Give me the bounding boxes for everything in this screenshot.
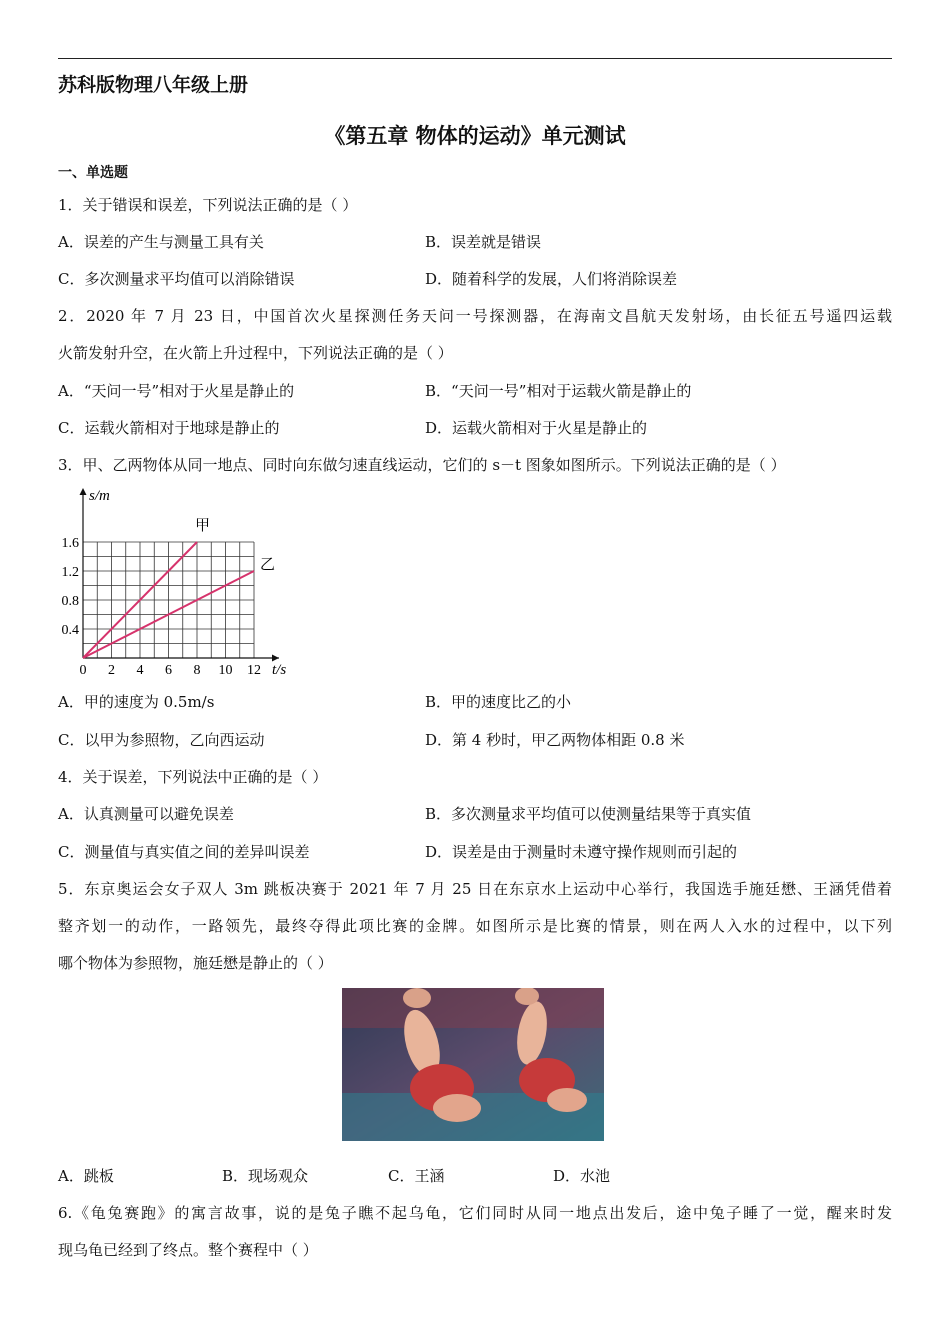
q1-option-a: A．误差的产生与测量工具有关 <box>58 233 264 251</box>
q4-option-d: D．误差是由于测量时未遵守操作规则而引起的 <box>425 843 738 861</box>
q5-option-c: C．王涵 <box>388 1167 445 1185</box>
q6-stem-line1: 6.《龟兔赛跑》的寓言故事，说的是兔子瞧不起乌龟，它们同时从同一地点出发后，途中兔子睡了一觉，醒来时发 <box>58 1204 892 1222</box>
top-rule <box>58 58 892 59</box>
y-axis-label: s/m <box>89 488 110 504</box>
q4-stem: 4．关于误差，下列说法中正确的是（ ） <box>58 768 328 786</box>
q5-option-d: D．水池 <box>553 1167 611 1185</box>
diving-photo <box>342 988 604 1141</box>
x-axis-arrow <box>272 655 279 662</box>
x-tick-label: 12 <box>247 663 261 678</box>
x-axis-label: t/s <box>272 662 287 678</box>
q4-option-a: A．认真测量可以避免误差 <box>58 805 234 823</box>
q3-stem: 3．甲、乙两物体从同一地点、同时向东做匀速直线运动，它们的 s－t 图象如图所示。下列说法正确的是（ ） <box>58 456 786 474</box>
q2-option-c: C．运载火箭相对于地球是静止的 <box>58 419 280 437</box>
y-tick-label: 0.4 <box>61 623 79 638</box>
s-t-graph <box>58 480 308 680</box>
book-header: 苏科版物理八年级上册 <box>58 74 249 96</box>
q2-stem-line2: 火箭发射升空，在火箭上升过程中，下列说法正确的是（ ） <box>58 344 453 362</box>
q5-option-a: A．跳板 <box>58 1167 114 1185</box>
q4-option-c: C．测量值与真实值之间的差异叫误差 <box>58 843 310 861</box>
q1-option-b: B．误差就是错误 <box>425 233 542 251</box>
q3-option-a: A．甲的速度为 0.5m/s <box>58 693 215 711</box>
q1-option-d: D．随着科学的发展，人们将消除误差 <box>425 270 678 288</box>
x-tick-label: 0 <box>79 663 87 678</box>
y-tick-label: 0.8 <box>61 594 79 609</box>
y-axis-arrow <box>80 488 87 495</box>
q2-option-d: D．运载火箭相对于火星是静止的 <box>425 419 648 437</box>
q5-stem-line1: 5．东京奥运会女子双人 3m 跳板决赛于 2021 年 7 月 25 日在东京水上运动中心举行，我国选手施廷懋、王涵凭借着 <box>58 880 892 898</box>
q1-option-c: C．多次测量求平均值可以消除错误 <box>58 270 295 288</box>
y-tick-label: 1.6 <box>61 536 79 551</box>
x-tick-label: 2 <box>108 663 115 678</box>
x-tick-label: 8 <box>193 663 201 678</box>
section-heading: 一、单选题 <box>58 165 128 181</box>
page-title: 《第五章 物体的运动》单元测试 <box>324 124 626 148</box>
y-tick-label: 1.2 <box>61 565 79 580</box>
q6-stem-line2: 现乌龟已经到了终点。整个赛程中（ ） <box>58 1241 318 1259</box>
x-tick-label: 6 <box>165 663 172 678</box>
q1-stem: 1．关于错误和误差，下列说法正确的是（ ） <box>58 196 358 214</box>
q3-option-c: C．以甲为参照物，乙向西运动 <box>58 731 265 749</box>
q4-option-b: B．多次测量求平均值可以使测量结果等于真实值 <box>425 805 752 823</box>
q3-option-b: B．甲的速度比乙的小 <box>425 693 572 711</box>
q2-option-b: B．“天问一号”相对于运载火箭是静止的 <box>425 382 692 400</box>
q5-stem-line3: 哪个物体为参照物，施廷懋是静止的（ ） <box>58 954 333 972</box>
q5-stem-line2: 整齐划一的动作，一路领先，最终夺得此项比赛的金牌。如图所示是比赛的情景，则在两人入水的过程中，以下列 <box>58 917 892 935</box>
x-tick-label: 10 <box>218 663 233 678</box>
q2-option-a: A．“天问一号”相对于火星是静止的 <box>58 382 295 400</box>
q3-option-d: D．第 4 秒时，甲乙两物体相距 0.8 米 <box>425 731 685 749</box>
series-jia-label: 甲 <box>195 516 211 534</box>
series-yi-label: 乙 <box>260 555 276 573</box>
q2-stem-line1: 2．2020 年 7 月 23 日，中国首次火星探测任务天问一号探测器，在海南文昌航天发射场，由长征五号遥四运载 <box>58 307 892 325</box>
x-tick-label: 4 <box>136 663 144 678</box>
q5-option-b: B．现场观众 <box>222 1167 309 1185</box>
